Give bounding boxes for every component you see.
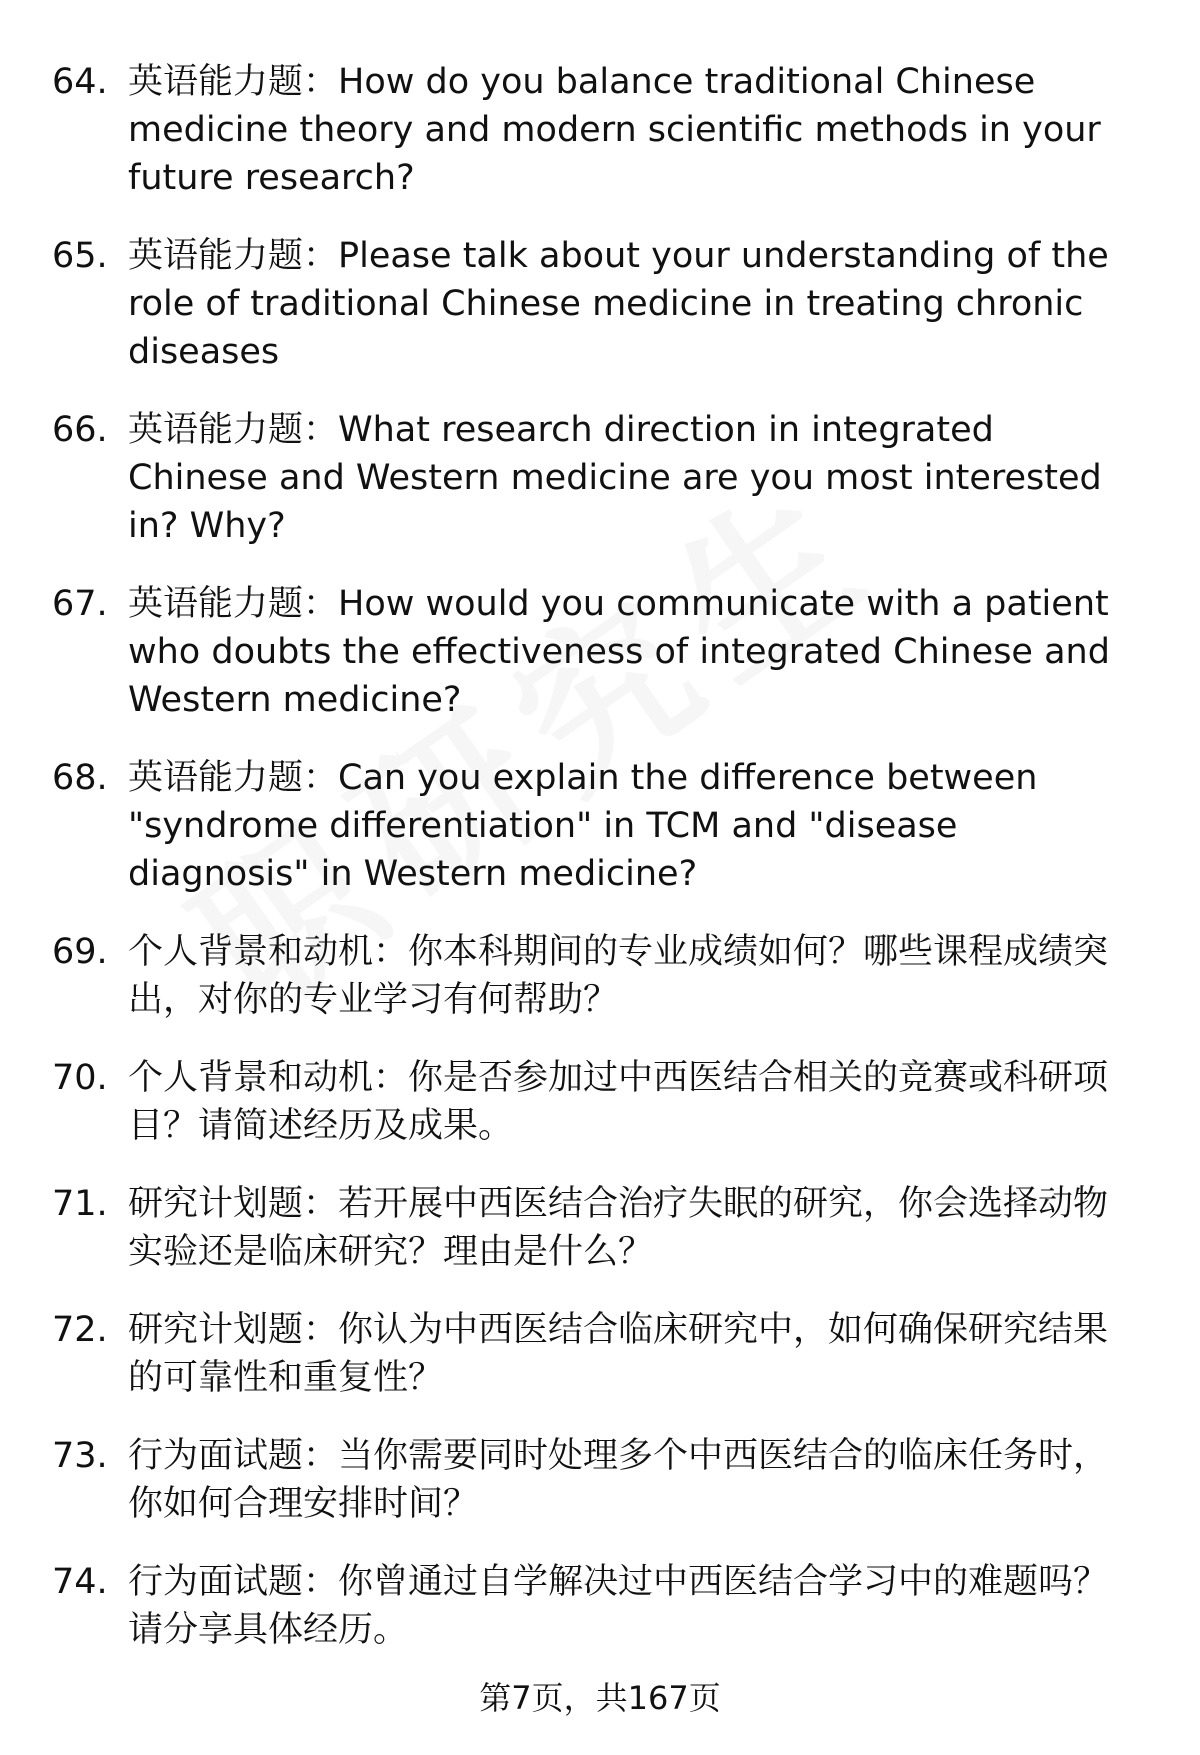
question-text: 个人背景和动机：你本科期间的专业成绩如何？哪些课程成绩突出，对你的专业学习有何帮助？	[128, 932, 1109, 1020]
question-text: 研究计划题：你认为中西医结合临床研究中，如何确保研究结果的可靠性和重复性？	[128, 1310, 1109, 1398]
question-number: 66.	[52, 410, 108, 450]
question-number: 71.	[52, 1184, 108, 1224]
question-item	[0, 1054, 1200, 1150]
question-number: 72.	[52, 1310, 108, 1350]
question-number: 67.	[52, 584, 108, 624]
question-item	[0, 928, 1200, 1024]
question-number: 74.	[52, 1562, 108, 1602]
question-text: 行为面试题：当你需要同时处理多个中西医结合的临床任务时，你如何合理安排时间？	[128, 1436, 1109, 1524]
question-text: 英语能力题：Can you explain the difference between "syndrome differentiation" in TCM and "disease diagnosis" in Western medicine?	[128, 758, 1038, 894]
question-text: 英语能力题：What research direction in integrated Chinese and Western medicine are you most interested in? Why?	[128, 410, 1102, 546]
question-text: 行为面试题：你曾通过自学解决过中西医结合学习中的难题吗？请分享具体经历。	[128, 1562, 1109, 1650]
question-number: 65.	[52, 236, 108, 276]
question-item	[0, 580, 1200, 724]
question-item	[0, 58, 1200, 202]
question-item	[0, 1432, 1200, 1528]
question-item	[0, 1558, 1200, 1654]
question-item	[0, 754, 1200, 898]
question-number: 70.	[52, 1058, 108, 1098]
question-list	[0, 58, 1200, 1684]
question-item	[0, 1306, 1200, 1402]
question-text: 个人背景和动机：你是否参加过中西医结合相关的竞赛或科研项目？请简述经历及成果。	[128, 1058, 1109, 1146]
question-item	[0, 1180, 1200, 1276]
question-number: 68.	[52, 758, 108, 798]
question-number: 64.	[52, 62, 108, 102]
question-item	[0, 406, 1200, 550]
question-text: 英语能力题：Please talk about your understanding of the role of traditional Chinese medicine in treating chronic diseases	[128, 236, 1109, 372]
page-footer: 第7页，共167页	[479, 1679, 721, 1717]
question-number: 69.	[52, 932, 108, 972]
question-text: 研究计划题：若开展中西医结合治疗失眠的研究，你会选择动物实验还是临床研究？理由是什么？	[128, 1184, 1109, 1272]
question-item	[0, 232, 1200, 376]
question-text: 英语能力题：How do you balance traditional Chinese medicine theory and modern scientific methods in your future research?	[128, 62, 1101, 198]
question-number: 73.	[52, 1436, 108, 1476]
question-text: 英语能力题：How would you communicate with a patient who doubts the effectiveness of integrated Chinese and Western medicine?	[128, 584, 1110, 720]
